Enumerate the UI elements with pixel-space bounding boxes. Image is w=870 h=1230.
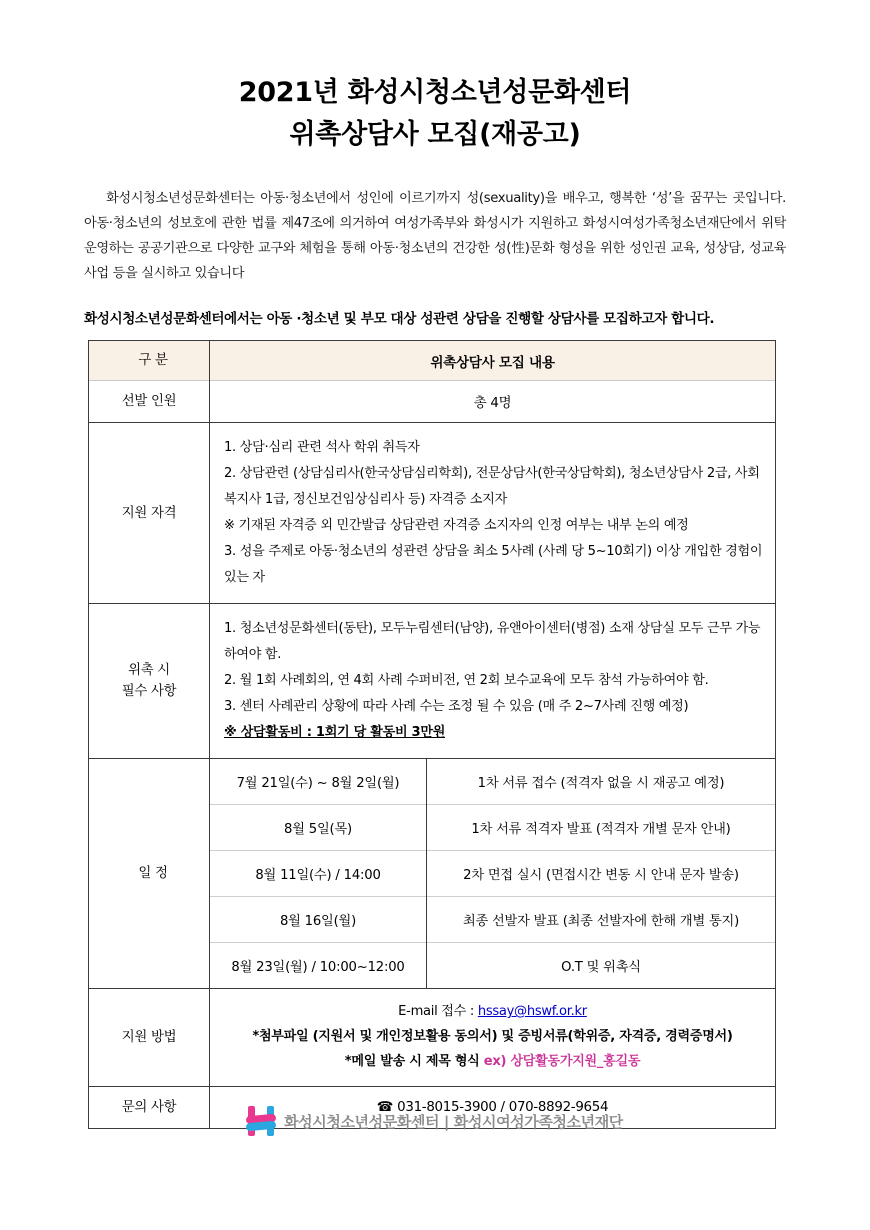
table-row-how-to-apply [89,989,776,1087]
row-label-headcount: 선발 인원 [89,381,210,423]
schedule-row [210,851,775,897]
schedule-date-3: 8월 11일(수) / 14:00 [210,851,427,897]
schedule-detail-4: 최종 선발자 발표 (최종 선발자에 한해 개별 통지) [427,897,776,943]
email-link[interactable]: hssay@hswf.or.kr [477,1004,587,1019]
requirement-fee-note: ※ 상담활동비 : 1회기 당 활동비 3만원 [224,725,446,740]
header-value-cell: 위촉상담사 모집 내용 [210,341,776,381]
schedule-detail-1: 1차 서류 접수 (적격자 없을 시 재공고 예정) [477,776,725,791]
schedule-detail-2: 1차 서류 적격자 발표 (적격자 개별 문자 안내) [427,805,776,851]
row-label-schedule: 일 정 [89,759,210,989]
requirement-item-3: 3. 센터 사례관리 상황에 따라 사례 수는 조정 될 수 있음 (매 주 2~7사례 진행 예정) [224,699,689,714]
schedule-row [210,897,775,943]
footer-organization-text: 화성시청소년성문화센터 | 화성시여성가족청소년재단 [284,1112,623,1131]
requirement-item-2: 2. 월 1회 사례회의, 연 4회 사례 수퍼비전, 연 2회 보수교육에 모두 참석 가능하여야 함. [224,673,709,688]
attachment-line: *첨부파일 (지원서 및 개인정보활용 동의서) 및 증빙서류(학위증, 자격증, 경력증명서) [252,1029,733,1044]
title-line-1: 2021년 화성시청소년성문화센터 [238,77,632,108]
schedule-row [210,759,775,805]
row-label-requirements [89,604,210,759]
qualification-item-1: 1. 상담·심리 관련 석사 학위 취득자 [224,440,420,455]
schedule-row [210,805,775,851]
schedule-detail-5: O.T 및 위촉식 [427,943,776,989]
requirement-item-1: 1. 청소년성문화센터(동탄), 모두누림센터(남양), 유앤아이센터(병점) 소재 상담실 모두 근무 가능하여야 함. [224,621,761,662]
row-value-how-to-apply [210,989,776,1087]
row-label-qualification: 지원 자격 [89,423,210,604]
subject-example: ex) 상담활동가지원_홍길동 [483,1054,641,1069]
intro-paragraph [84,186,786,286]
qualification-item-2: 2. 상담관련 (상담심리사(한국상담심리학회), 전문상담사(한국상담학회), 청소년상담사 2급, 사회복지사 1급, 정신보건임상심리사 등) 자격증 소지자 [224,466,760,507]
table-row-requirements [89,604,776,759]
table-row-headcount [89,381,776,423]
document-title [0,0,870,156]
email-prefix: E-mail 접수 : [398,1004,478,1019]
row-value-headcount: 총 4명 [210,381,776,423]
schedule-date-2: 8월 5일(목) [210,805,427,851]
recruitment-table-wrapper [88,340,776,1129]
row-value-requirements [210,604,776,759]
requirements-label-line-1: 위촉 시 [128,663,170,678]
row-value-qualification [210,423,776,604]
schedule-detail-3: 2차 면접 실시 (면접시간 변동 시 안내 문자 발송) [427,851,776,897]
email-line [216,999,769,1024]
foundation-logo-icon [247,1106,275,1136]
intro-text: 화성시청소년성문화센터는 아동·청소년에서 성인에 이르기까지 성(sexuality)을 배우고, 행복한 ‘성’을 꿈꾸는 곳입니다. 아동·청소년의 성보호에 관한 법률 제47조에 의거하여 여성가족부와 화성시가 지원하고 화성시여성가족청소년재단에서 위탁 운영하는 공공기관으로 다양한 교구와 체험을 통해 아동·청소년의 건강한 성(性)문화 형성을 위한 성인권 교육, 성상담, 성교육 사업 등을 실시하고 있습니다 [84,191,786,281]
phone-numbers: 031-8015-3900 / 070-8892-9654 [397,1100,609,1115]
table-row-qualification [89,423,776,604]
header-label-cell: 구 분 [89,341,210,381]
qualification-note: ※ 기재된 자격증 외 민간발급 상담관련 자격증 소지자의 인정 여부는 내부 논의 예정 [224,518,689,533]
subject-format-line [216,1049,769,1074]
table-row-schedule [89,759,776,989]
schedule-date-5: 8월 23일(월) / 10:00~12:00 [210,943,427,989]
requirements-label-line-2: 필수 사항 [121,684,177,699]
footer [0,1106,870,1136]
row-label-how-to-apply: 지원 방법 [89,989,210,1087]
qualification-item-3: 3. 성을 주제로 아동·청소년의 성관련 상담을 최소 5사례 (사례 당 5~10회기) 이상 개입한 경험이 있는 자 [224,544,763,585]
recruitment-table [88,340,776,1129]
telephone-icon: ☎ [376,1100,394,1115]
lead-sentence: 화성시청소년성문화센터에서는 아동 ·청소년 및 부모 대상 성관련 상담을 진행할 상담사를 모집하고자 합니다. [84,311,715,327]
row-value-schedule [210,759,776,989]
schedule-row [210,943,775,989]
schedule-table [210,759,775,988]
schedule-date-4: 8월 16일(월) [210,897,427,943]
subject-prefix: *메일 발송 시 제목 형식 [344,1054,484,1069]
title-line-2: 위촉상담사 모집(재공고) [289,119,581,150]
schedule-date-1: 7월 21일(수) ~ 8월 2일(월) [210,759,427,805]
table-header-row [89,341,776,381]
row-label-contact: 문의 사항 [89,1087,210,1129]
